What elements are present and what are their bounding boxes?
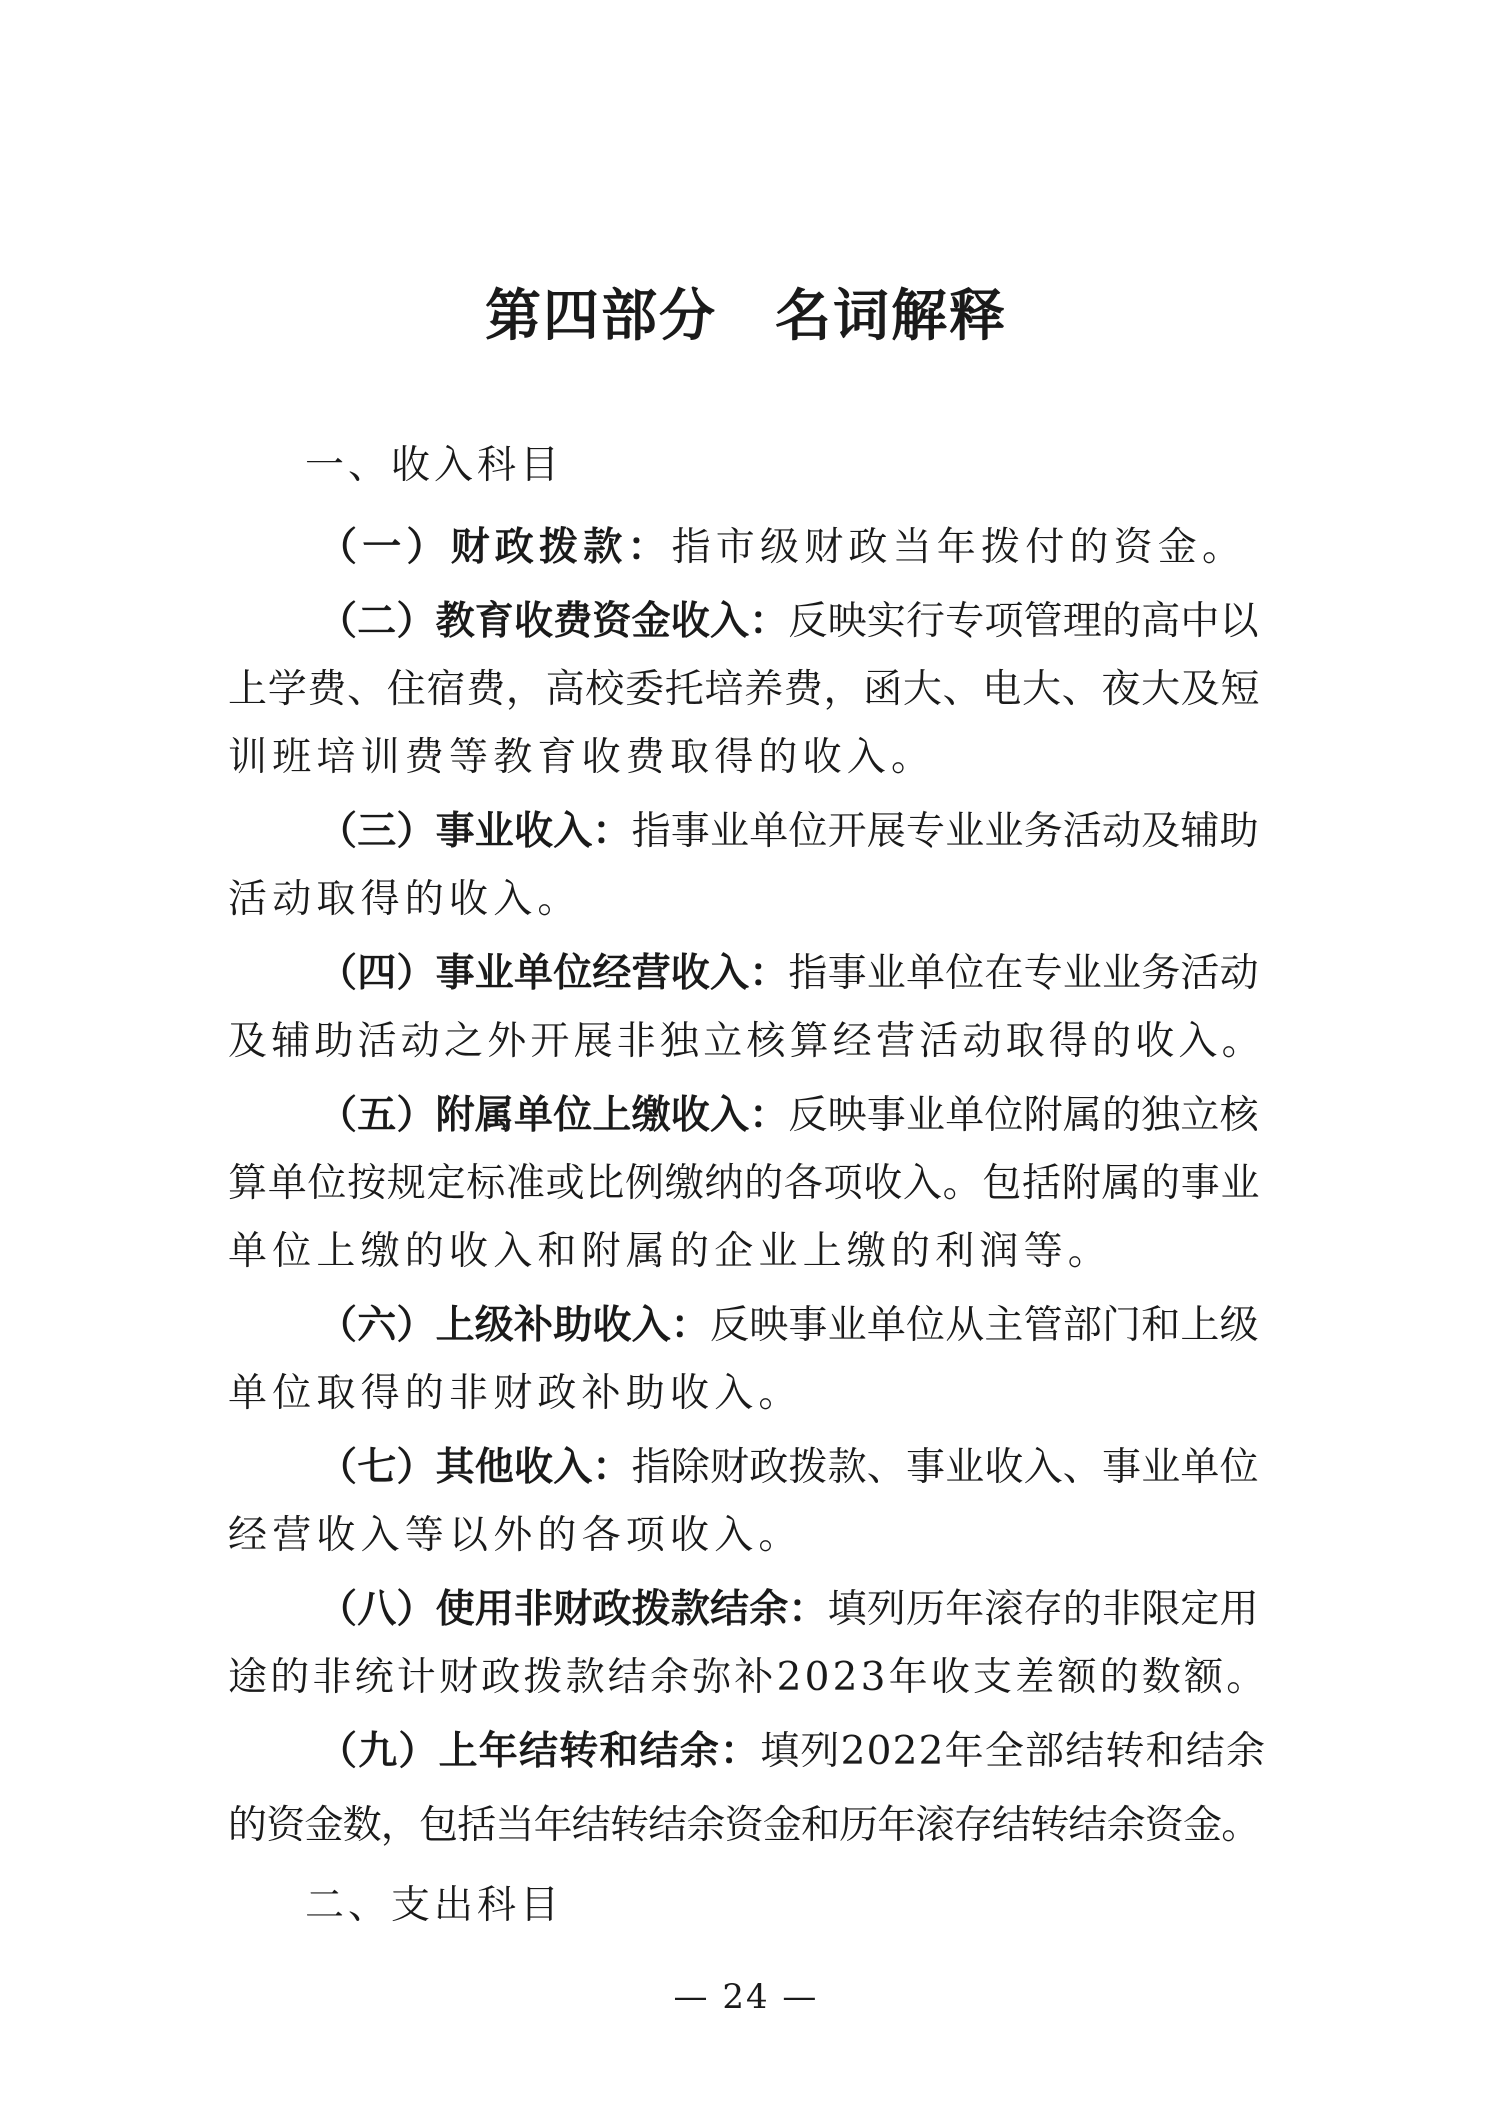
item-1-line-1 (318, 516, 1270, 572)
item-7-term: （七）其他收入： (318, 1445, 632, 1490)
item-2-text: 反映实行专项管理的高中以 (788, 599, 1259, 644)
item-3-text: 指事业单位开展专业业务活动及辅助 (631, 809, 1259, 854)
item-9-term: （九）上年结转和结余： (318, 1729, 761, 1774)
item-9-line-2: 的资金数，包括当年结转结余资金和历年滚存结转结余资金。 (228, 1803, 1260, 1848)
item-2-line-2: 上学费、住宿费，高校委托培养费，函大、电大、夜大及短 (228, 667, 1261, 712)
item-6-line-2: 单位取得的非财政补助收入。 (228, 1371, 803, 1416)
item-3-line-1 (318, 800, 1270, 856)
item-8-line-1 (318, 1578, 1270, 1634)
item-5-text: 反映事业单位附属的独立核 (788, 1093, 1259, 1138)
item-3-line-2: 活动取得的收入。 (228, 877, 582, 922)
item-7-line-1 (318, 1436, 1270, 1492)
item-5-line-2: 算单位按规定标准或比例缴纳的各项收入。包括附属的事业 (228, 1161, 1261, 1206)
item-4-text: 指事业单位在专业业务活动 (788, 951, 1259, 996)
page-title: 第四部分 名词解释 (485, 284, 1007, 349)
item-6-line-1 (318, 1294, 1270, 1350)
item-8-term: （八）使用非财政拨款结余： (318, 1587, 828, 1632)
item-4-line-2: 及辅助活动之外开展非独立核算经营活动取得的收入。 (228, 1019, 1265, 1064)
item-7-text: 指除财政拨款、事业收入、事业单位 (631, 1445, 1259, 1490)
item-2-term: （二）教育收费资金收入： (318, 599, 789, 644)
item-6-text: 反映事业单位从主管部门和上级 (710, 1303, 1259, 1348)
item-5-line-3: 单位上缴的收入和附属的企业上缴的利润等。 (228, 1229, 1113, 1274)
item-4-term: （四）事业单位经营收入： (318, 951, 789, 996)
item-8-text: 填列历年滚存的非限定用 (827, 1587, 1259, 1632)
item-2-line-1 (318, 590, 1270, 646)
item-9-line-1 (318, 1720, 1270, 1776)
item-5-line-1 (318, 1084, 1270, 1140)
page-number: — 24 — (673, 1977, 819, 2017)
item-8-line-2: 途的非统计财政拨款结余弥补2023年收支差额的数额。 (228, 1655, 1269, 1700)
item-7-line-2: 经营收入等以外的各项收入。 (228, 1513, 803, 1558)
item-5-term: （五）附属单位上缴收入： (318, 1093, 789, 1138)
item-6-term: （六）上级补助收入： (318, 1303, 711, 1348)
item-1-term: （一）财政拨款： (318, 525, 672, 570)
item-2-line-3: 训班培训费等教育收费取得的收入。 (228, 735, 936, 780)
item-1-text: 指市级财政当年拨付的资金。 (671, 525, 1247, 570)
item-4-line-1 (318, 942, 1270, 998)
section-heading-expenditure: 二、支出科目 (305, 1883, 564, 1928)
section-heading-income: 一、收入科目 (305, 443, 564, 488)
item-9-text: 填列2022年全部结转和结余 (760, 1729, 1267, 1774)
item-3-term: （三）事业收入： (318, 809, 632, 854)
